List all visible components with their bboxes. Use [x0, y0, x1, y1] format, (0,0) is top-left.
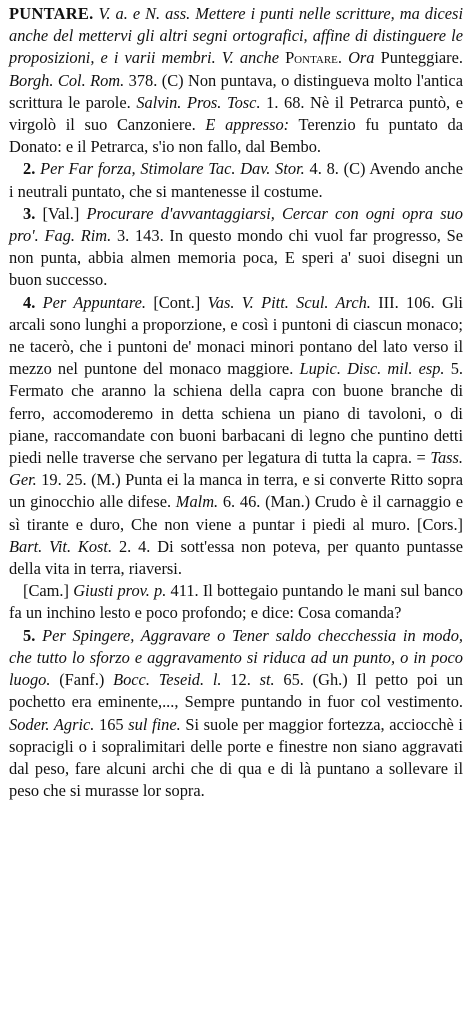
entry-main: [9, 3, 463, 158]
sense-3: [9, 203, 463, 292]
citation-text: 19. 25. (M.) Punta ei la manca in terra, e si converte Ritto sopra un ginocchio alle difese.: [9, 470, 463, 512]
editor-tag: [Cors.]: [417, 514, 463, 534]
sense-definition: Per Far forza, Stimolare: [40, 159, 204, 179]
editor-tag: (Fanf.): [59, 670, 105, 690]
sense-number: 4.: [23, 292, 36, 312]
citation-text: 1. 68. Nè il Petrarca puntò, e virgolò il suo Canzoniere.: [9, 92, 463, 135]
ora-text: Punteggiare.: [380, 48, 463, 68]
citation-source: Malm.: [175, 492, 219, 512]
citation-source: Lupic. Disc. mil. esp.: [299, 359, 445, 379]
citation-text: 165: [99, 714, 124, 734]
definition: Mettere i punti nelle scritture, ma dicesi anche del mettervi gli altri segni ortografici, affine di distinguere le proposizioni, e i varii membri. V. anche: [9, 4, 463, 68]
citation-text: III. 106. Gli arcali sono lunghi a proporzione, e così i puntoni di ciascun monaco; ne tacerò, che i puntoni de' monaci minori pontano del lato verso il mezzo nel puntone del monaco maggiore.: [9, 292, 463, 379]
citation-source: Bart. Vit. Kost.: [9, 536, 113, 556]
citation-source: Fag. Rim.: [44, 226, 112, 246]
citation-text: 3. 143. In questo mondo chi vuol far progresso, Se non punta, abbia almen memoria poca, E speri a' suoi disegni un buon successo.: [9, 226, 463, 290]
citation-source: Tac. Dav. Stor.: [208, 159, 305, 179]
citation-source: sul fine.: [128, 714, 181, 734]
sense-2: [9, 158, 463, 202]
citation-text: 378. (C) Non puntava, o distingueva molto l'antica scrittura le parole.: [9, 70, 463, 112]
headword: PUNTARE.: [9, 4, 94, 23]
citation-text: Si suole per maggior fortezza, acciocchè i sopracigli o i sopralimitari delle porte e finestre non siano aggravati dal peso, fare alcuni archi che di qua e di là puntano a sollevare il peso che si murasse lor sopra.: [9, 714, 463, 801]
editor-tag: [Cont.]: [153, 292, 201, 312]
cross-reference: Pontare.: [285, 48, 343, 68]
editor-tag: [Val.]: [42, 203, 80, 223]
grammar-label: V. a. e N. ass.: [98, 4, 191, 23]
citation-text: 65. (Gh.) Il petto poi un pochetto era eminente,..., Sempre puntando in fuor col vestimento.: [9, 670, 463, 712]
citation-source: Tass. Ger.: [9, 448, 463, 490]
citation-text: 5. Fermato che aranno la schiena della capra con buone branche di ferro, accomoderemo in detta schiena un piano di tavoloni, o di piane, raccomandate con buoni barbacani di legno che puntino detti piedi nelle traverse che servano per legatura di tutta la capra. =: [9, 359, 463, 468]
citation-text: Terenzio fu puntato da Donato: e il Petrarca, s'io non fallo, dal Bembo.: [9, 115, 463, 157]
citation-source: Borgh. Col. Rom.: [9, 70, 125, 90]
sense-definition: Procurare d'avvantaggiarsi, Cercar con ogni opra suo pro'.: [9, 203, 463, 246]
citation-source: Bocc. Teseid. l.: [113, 670, 222, 690]
sense-number: 3.: [23, 203, 36, 223]
citation-text: 411. Il bottegaio puntando le mani sul banco fa un inchino lesto e poco profondo; e dice: Cosa comanda?: [9, 581, 463, 623]
citation-source: Salvin. Pros. Tosc.: [136, 92, 261, 112]
citation-source: st.: [259, 670, 275, 690]
sense-4-addendum: [9, 580, 463, 624]
sense-definition: Per Spingere, Aggravare o Tener saldo checchessia in modo, che tutto lo sforzo e aggravamento si riduca ad un punto, o in poco luogo.: [9, 625, 463, 690]
citation-source: Giusti prov. p.: [73, 581, 167, 601]
citation-text: 12.: [230, 670, 251, 690]
citation-text: 4. 8. (C) Avendo anche i neutrali puntato, che si mantenesse il costume.: [9, 159, 463, 201]
sense-definition: Per Appuntare.: [42, 292, 147, 312]
citation-text: 2. 4. Di sott'essa non poteva, per quanto puntasse della vita in terra, riaversi.: [9, 536, 464, 579]
appresso-label: E appresso:: [205, 115, 290, 135]
sense-5: [9, 625, 463, 803]
ora-label: Ora: [348, 48, 375, 68]
editor-tag: [Cam.]: [23, 581, 69, 601]
citation-source: Vas. V. Pitt. Scul. Arch.: [207, 292, 371, 312]
sense-4: [9, 292, 463, 581]
sense-number: 5.: [23, 625, 36, 645]
citation-text: 6. 46. (Man.) Crudo è il carnaggio e sì tirante e duro, Che non viene a puntar i piedi al muro.: [9, 492, 463, 534]
citation-source: Soder. Agric.: [9, 714, 95, 734]
sense-number: 2.: [23, 159, 36, 179]
